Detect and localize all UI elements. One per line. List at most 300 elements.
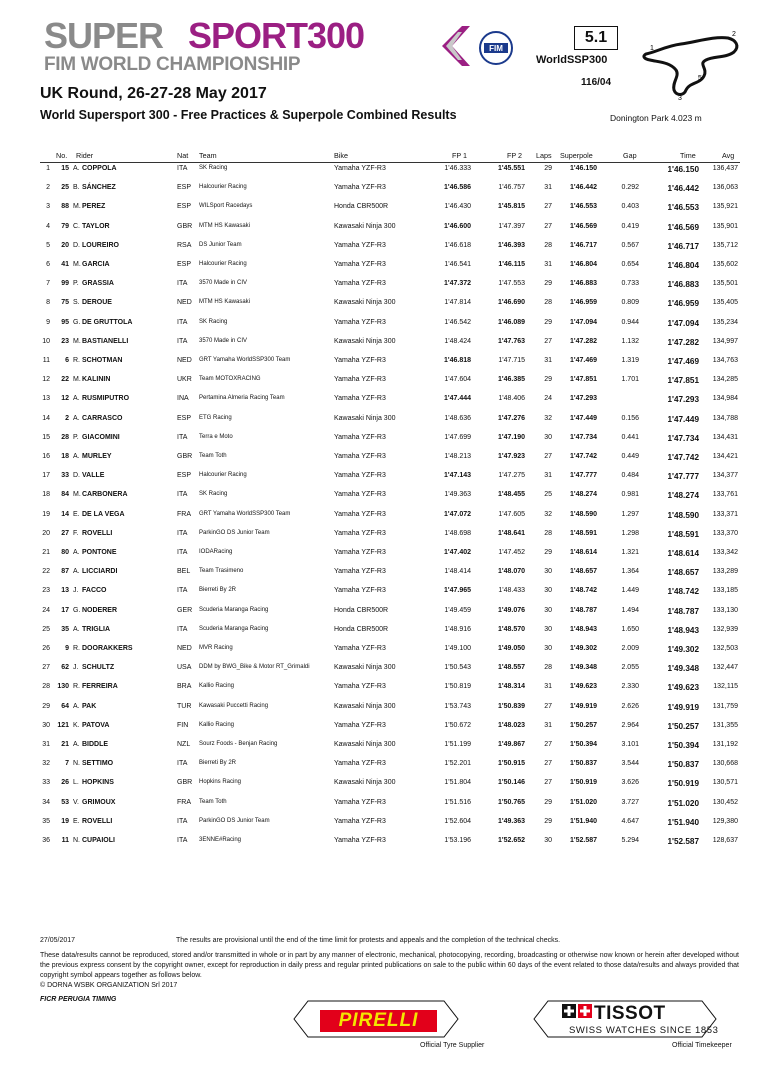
cell-number: 11 xyxy=(61,837,69,844)
cell-time: 1'49.919 xyxy=(667,702,699,712)
cell-position: 32 xyxy=(42,760,50,768)
cell-initial: M. xyxy=(73,491,81,499)
cell-initial: C. xyxy=(73,222,80,230)
pirelli-logo: PIRELLI xyxy=(338,1010,419,1031)
table-row xyxy=(0,741,764,754)
cell-laps: 29 xyxy=(544,798,552,806)
cell-number: 88 xyxy=(61,203,69,211)
col-header-gap: Gap xyxy=(623,151,637,160)
cell-fp1: 1'53.743 xyxy=(444,702,471,710)
table-row xyxy=(0,607,764,620)
cell-superpole: 1'47.282 xyxy=(570,337,597,345)
cell-initial: E. xyxy=(73,510,80,518)
cell-team: Halcourier Racing xyxy=(199,472,247,479)
cell-fp2: 1'49.050 xyxy=(498,645,525,652)
cell-team: MTM HS Kawasaki xyxy=(199,222,251,229)
cell-superpole: 1'48.657 xyxy=(570,568,597,576)
cell-team: 3570 Made in CIV xyxy=(199,337,248,344)
cell-number: 13 xyxy=(61,587,69,595)
table-row xyxy=(0,587,764,600)
table-row xyxy=(0,376,764,389)
provisional-notice: The results are provisional until the end of the time limit for protests and appeals and the completion of the technical checks. xyxy=(176,937,561,944)
cell-number: 121 xyxy=(57,721,69,729)
logo-subtitle: FIM WORLD CHAMPIONSHIP xyxy=(44,54,301,75)
cell-initial: S. xyxy=(73,299,80,307)
cell-team: Kawasaki Puccetti Racing xyxy=(199,702,269,709)
cell-team: 3ENNE#Racing xyxy=(199,837,242,843)
tissot-caption: Official Timekeeper xyxy=(672,1042,732,1049)
cell-fp2: 1'47.452 xyxy=(498,549,525,556)
cell-team: IODARacing xyxy=(199,549,233,555)
cell-rider-name: PONTONE xyxy=(82,549,117,556)
cell-bike: Yamaha YZF-R3 xyxy=(334,376,386,384)
cell-fp1: 1'46.333 xyxy=(444,165,471,172)
cell-position: 1 xyxy=(46,165,50,172)
cell-team: WILSport Racedays xyxy=(199,203,253,210)
cell-team: ParkinGO DS Junior Team xyxy=(199,817,270,824)
cell-number: 6 xyxy=(65,357,69,364)
cell-fp2: 1'46.385 xyxy=(498,376,525,384)
cell-position: 11 xyxy=(42,357,50,364)
cell-superpole: 1'46.442 xyxy=(570,184,597,192)
cell-nationality: FRA xyxy=(177,510,191,518)
cell-rider-name: BIDDLE xyxy=(82,741,109,748)
cell-laps: 28 xyxy=(544,664,552,672)
cell-team: GRT Yamaha WorldSSP300 Team xyxy=(199,357,291,363)
track-map-icon xyxy=(636,24,746,102)
cell-fp2: 1'46.757 xyxy=(498,184,525,192)
cell-initial: A. xyxy=(73,568,80,576)
round-title: UK Round, 26-27-28 May 2017 xyxy=(40,85,267,102)
cell-initial: P. xyxy=(73,433,79,441)
cell-laps: 29 xyxy=(544,376,552,384)
cell-superpole: 1'46.959 xyxy=(570,299,597,307)
track-corner-label: 3 xyxy=(678,95,682,102)
cell-fp1: 1'50.819 xyxy=(444,683,471,691)
cell-initial: M. xyxy=(73,376,81,384)
cell-position: 27 xyxy=(42,664,50,672)
cell-fp1: 1'52.201 xyxy=(444,760,471,768)
cell-fp2: 1'47.763 xyxy=(498,337,525,345)
cell-rider-name: GIACOMINI xyxy=(82,433,120,441)
cell-team: SK Racing xyxy=(199,318,228,325)
cell-bike: Yamaha YZF-R3 xyxy=(334,472,386,480)
cell-initial: J. xyxy=(73,587,79,595)
cell-gap: 2.626 xyxy=(621,702,639,710)
cell-laps: 27 xyxy=(544,337,552,345)
cell-laps: 29 xyxy=(544,817,552,825)
cell-nationality: USA xyxy=(177,664,192,672)
cell-initial: A. xyxy=(73,395,80,403)
cell-position: 4 xyxy=(46,222,50,230)
cell-number: 7 xyxy=(65,760,69,768)
table-row xyxy=(0,223,764,236)
cell-laps: 31 xyxy=(544,721,552,729)
cell-fp1: 1'48.636 xyxy=(444,414,471,422)
table-row xyxy=(0,491,764,504)
cell-bike: Yamaha YZF-R3 xyxy=(334,510,386,518)
table-row xyxy=(0,837,764,850)
table-row xyxy=(0,472,764,485)
cell-position: 2 xyxy=(46,184,50,192)
cell-number: 64 xyxy=(61,702,69,710)
cell-fp2: 1'46.690 xyxy=(498,299,525,307)
cell-avg: 131,355 xyxy=(712,721,738,729)
cell-rider-name: CARBONERA xyxy=(82,491,128,499)
cell-time: 1'51.940 xyxy=(667,817,699,827)
cell-nationality: ITA xyxy=(177,760,188,768)
cell-superpole: 1'46.717 xyxy=(570,241,597,249)
cell-fp1: 1'47.372 xyxy=(444,280,471,288)
cell-fp1: 1'49.100 xyxy=(444,645,471,652)
cell-gap: 3.101 xyxy=(621,741,639,748)
cell-position: 23 xyxy=(42,587,50,595)
cell-avg: 131,759 xyxy=(712,702,738,710)
table-row xyxy=(0,395,764,408)
cell-position: 22 xyxy=(42,568,50,576)
circuit-info: Donington Park 4.023 m xyxy=(610,113,702,123)
cell-fp2: 1'46.089 xyxy=(498,318,525,326)
cell-bike: Yamaha YZF-R3 xyxy=(334,395,386,403)
cell-initial: A. xyxy=(73,165,80,172)
cell-number: 84 xyxy=(61,491,69,499)
cell-rider-name: NODERER xyxy=(82,606,118,614)
cell-nationality: ESP xyxy=(177,261,192,268)
cell-fp2: 1'50.839 xyxy=(498,702,525,710)
cell-laps: 24 xyxy=(544,395,552,403)
cell-bike: Kawasaki Ninja 300 xyxy=(334,299,396,307)
cell-bike: Yamaha YZF-R3 xyxy=(334,318,386,326)
cell-laps: 30 xyxy=(544,625,552,633)
cell-gap: 2.964 xyxy=(621,721,639,729)
cell-time: 1'49.348 xyxy=(667,664,699,674)
cell-gap: 3.544 xyxy=(621,760,639,768)
cell-bike: Kawasaki Ninja 300 xyxy=(334,741,396,748)
cell-number: 23 xyxy=(61,337,69,345)
cell-position: 33 xyxy=(42,779,50,787)
cell-superpole: 1'47.469 xyxy=(570,357,597,364)
cell-fp1: 1'46.542 xyxy=(444,318,471,326)
cell-gap: 1.449 xyxy=(621,587,639,595)
cell-position: 14 xyxy=(42,414,50,422)
cell-rider-name: ROVELLI xyxy=(82,529,113,537)
col-header-superpole: Superpole xyxy=(560,151,593,160)
table-row xyxy=(0,799,764,812)
cell-rider-name: SETTIMO xyxy=(82,760,114,768)
cell-initial: G. xyxy=(73,318,81,326)
cell-gap: 0.441 xyxy=(621,433,639,441)
cell-fp1: 1'50.672 xyxy=(444,721,471,729)
cell-number: 28 xyxy=(61,433,69,441)
cell-number: 19 xyxy=(61,817,69,825)
cell-gap: 2.055 xyxy=(621,664,639,672)
cell-fp2: 1'48.023 xyxy=(498,721,525,729)
cell-avg: 134,763 xyxy=(712,357,738,364)
cell-time: 1'47.851 xyxy=(667,376,699,386)
cell-nationality: TUR xyxy=(177,702,192,710)
cell-position: 29 xyxy=(42,702,50,710)
cell-position: 24 xyxy=(42,606,50,614)
cell-fp1: 1'48.916 xyxy=(444,625,471,633)
cell-laps: 32 xyxy=(544,414,552,422)
cell-team: DDM by BWG_Bike & Motor RT_Grimaldi xyxy=(199,664,310,671)
cell-initial: G. xyxy=(73,606,81,614)
cell-laps: 29 xyxy=(544,549,552,556)
cell-fp2: 1'50.765 xyxy=(498,798,525,806)
cell-superpole: 1'48.590 xyxy=(570,510,597,518)
cell-avg: 134,431 xyxy=(712,433,738,441)
cell-time: 1'49.302 xyxy=(667,645,699,654)
cell-number: 33 xyxy=(61,472,69,480)
logo-super-text: SUPER xyxy=(44,15,164,56)
cell-avg: 133,370 xyxy=(712,529,738,537)
cell-fp2: 1'48.406 xyxy=(498,395,525,403)
cell-time: 1'49.623 xyxy=(667,683,699,693)
cell-time: 1'46.569 xyxy=(667,222,699,232)
cell-number: 75 xyxy=(61,299,69,307)
cell-superpole: 1'50.394 xyxy=(570,741,597,748)
cell-avg: 136,437 xyxy=(712,165,738,172)
cell-team: Bierreti By 2R xyxy=(199,587,237,594)
cell-bike: Honda CBR500R xyxy=(334,203,389,211)
cell-bike: Honda CBR500R xyxy=(334,606,389,614)
cell-team: Halcourier Racing xyxy=(199,261,247,267)
cell-rider-name: BASTIANELLI xyxy=(82,337,129,345)
cell-rider-name: DE LA VEGA xyxy=(82,510,125,518)
cell-avg: 128,637 xyxy=(712,837,738,844)
track-corner-label: 5 xyxy=(698,75,702,82)
cell-bike: Yamaha YZF-R3 xyxy=(334,433,386,441)
cell-bike: Kawasaki Ninja 300 xyxy=(334,222,396,230)
cell-position: 13 xyxy=(42,395,50,403)
cell-number: 17 xyxy=(61,606,69,614)
cell-nationality: RSA xyxy=(177,241,192,249)
cell-avg: 134,421 xyxy=(712,453,738,460)
cell-fp2: 1'49.363 xyxy=(498,817,525,825)
cell-avg: 133,130 xyxy=(712,606,738,614)
cell-superpole: 1'47.851 xyxy=(570,376,597,384)
cell-bike: Yamaha YZF-R3 xyxy=(334,280,386,288)
table-row xyxy=(0,568,764,581)
cell-number: 35 xyxy=(61,625,69,633)
cell-gap: 0.809 xyxy=(621,299,639,307)
cell-fp1: 1'49.363 xyxy=(444,491,471,499)
cell-laps: 28 xyxy=(544,241,552,249)
cell-initial: L. xyxy=(73,779,79,787)
cell-position: 16 xyxy=(42,453,50,460)
cell-fp1: 1'51.516 xyxy=(444,798,471,806)
legal-notice: These data/results cannot be reproduced, stored and/or transmitted in whole or in part by any manner of electronic, mechanical, photocopying, recording, broadcasting or otherwise now known or herein after developed without the previous express consent by the copyright owner, except for reproduction in daily press and regular printed publications on sale to the public within 60 days of the event related to those data/results and always provided that copyright symbol appears together as follows below. xyxy=(40,952,739,979)
cell-avg: 131,192 xyxy=(712,741,738,748)
cell-fp1: 1'51.199 xyxy=(444,741,471,748)
cell-position: 17 xyxy=(42,472,50,480)
cell-laps: 30 xyxy=(544,587,552,595)
cell-gap: 2.330 xyxy=(621,683,639,691)
cell-rider-name: PEREZ xyxy=(82,203,106,211)
table-row xyxy=(0,722,764,735)
cell-team: Kallio Racing xyxy=(199,683,235,690)
cell-time: 1'48.274 xyxy=(667,491,699,501)
cell-laps: 25 xyxy=(544,491,552,499)
cell-nationality: FIN xyxy=(177,721,189,729)
cell-fp1: 1'52.604 xyxy=(444,817,471,825)
cell-laps: 27 xyxy=(544,222,552,230)
cell-rider-name: MURLEY xyxy=(82,453,112,460)
cell-fp2: 1'47.605 xyxy=(498,510,525,518)
cell-laps: 30 xyxy=(544,568,552,576)
cell-fp2: 1'47.190 xyxy=(498,433,525,441)
cell-avg: 135,501 xyxy=(712,280,738,288)
cell-nationality: ITA xyxy=(177,337,188,345)
cell-time: 1'47.282 xyxy=(667,337,699,347)
cell-bike: Yamaha YZF-R3 xyxy=(334,261,386,268)
cell-superpole: 1'46.804 xyxy=(570,261,597,268)
cell-avg: 132,939 xyxy=(712,625,738,633)
cell-fp1: 1'47.143 xyxy=(444,472,471,480)
session-title: World Supersport 300 - Free Practices & Superpole Combined Results xyxy=(40,108,457,122)
col-header-time: Time xyxy=(680,151,696,160)
cell-nationality: NED xyxy=(177,299,192,307)
col-header-no: No. xyxy=(56,151,68,160)
cell-superpole: 1'48.274 xyxy=(570,491,597,499)
cell-superpole: 1'46.883 xyxy=(570,280,597,288)
cell-nationality: INA xyxy=(177,395,189,403)
cell-gap: 1.494 xyxy=(621,606,639,614)
cell-bike: Kawasaki Ninja 300 xyxy=(334,779,396,787)
cell-bike: Yamaha YZF-R3 xyxy=(334,645,386,652)
cell-superpole: 1'47.777 xyxy=(570,472,597,480)
cell-laps: 30 xyxy=(544,645,552,652)
cell-gap: 0.484 xyxy=(621,472,639,480)
cell-rider-name: PATOVA xyxy=(82,721,110,729)
cell-team: Team MOTOXRACING xyxy=(199,376,261,383)
cell-bike: Yamaha YZF-R3 xyxy=(334,760,386,768)
cell-team: Kallio Racing xyxy=(199,721,235,728)
timing-logo: FICR PERUGIA TIMING xyxy=(40,996,117,1003)
cell-rider-name: GARCIA xyxy=(82,261,110,268)
cell-gap: 0.733 xyxy=(621,280,639,288)
cell-avg: 132,447 xyxy=(712,664,738,672)
tissot-tagline: SWISS WATCHES SINCE 1853 xyxy=(569,1025,719,1036)
table-row xyxy=(0,299,764,312)
cell-time: 1'48.590 xyxy=(667,510,699,520)
cell-fp1: 1'47.072 xyxy=(444,510,471,518)
cell-time: 1'46.442 xyxy=(667,184,699,194)
cell-nationality: ESP xyxy=(177,184,192,192)
cell-superpole: 1'46.150 xyxy=(570,165,597,172)
cell-rider-name: DE GRUTTOLA xyxy=(82,318,133,326)
cell-number: 53 xyxy=(61,798,69,806)
cell-gap: 0.944 xyxy=(621,318,639,326)
cell-avg: 133,371 xyxy=(712,510,738,518)
cell-avg: 133,289 xyxy=(712,568,738,576)
cell-time: 1'46.150 xyxy=(667,165,699,174)
cell-gap: 1.364 xyxy=(621,568,639,576)
table-row xyxy=(0,242,764,255)
cell-fp1: 1'49.459 xyxy=(444,606,471,614)
cell-fp2: 1'48.570 xyxy=(498,625,525,633)
cell-fp2: 1'48.455 xyxy=(498,491,525,499)
cell-team: Team Toth xyxy=(199,798,227,805)
col-header-laps: Laps xyxy=(536,151,552,160)
cell-initial: D. xyxy=(73,241,80,249)
cell-time: 1'48.787 xyxy=(667,606,699,616)
cell-laps: 31 xyxy=(544,472,552,480)
cell-gap: 1.132 xyxy=(621,337,639,345)
cell-position: 12 xyxy=(42,376,50,384)
cell-team: Scuderia Maranga Racing xyxy=(199,606,269,613)
cell-time: 1'47.449 xyxy=(667,414,699,424)
table-row xyxy=(0,357,764,370)
cell-laps: 31 xyxy=(544,683,552,691)
cell-initial: A. xyxy=(73,741,80,748)
cell-bike: Yamaha YZF-R3 xyxy=(334,549,386,556)
cell-rider-name: CARRASCO xyxy=(82,414,123,422)
cell-nationality: GBR xyxy=(177,222,193,230)
cell-superpole: 1'48.943 xyxy=(570,625,597,633)
cell-time: 1'47.469 xyxy=(667,357,699,366)
cell-avg: 132,503 xyxy=(712,645,738,652)
col-header-rider: Rider xyxy=(76,151,94,160)
cell-team: Team Toth xyxy=(199,453,227,459)
cell-fp2: 1'48.070 xyxy=(498,568,525,576)
cell-time: 1'52.587 xyxy=(667,837,699,846)
cell-time: 1'47.734 xyxy=(667,433,699,443)
cell-team: Hopkins Racing xyxy=(199,779,242,786)
cell-bike: Yamaha YZF-R3 xyxy=(334,798,386,806)
table-row xyxy=(0,549,764,562)
logo-sport-text: SPORT300 xyxy=(188,15,365,56)
cell-laps: 32 xyxy=(544,510,552,518)
cell-fp2: 1'48.557 xyxy=(498,664,525,672)
cell-superpole: 1'46.569 xyxy=(570,222,597,230)
cell-number: 20 xyxy=(61,241,69,249)
cell-nationality: ITA xyxy=(177,433,188,441)
cell-initial: B. xyxy=(73,184,80,192)
table-row xyxy=(0,338,764,351)
cell-team: Bierreti By 2R xyxy=(199,760,237,767)
cell-fp1: 1'46.618 xyxy=(444,241,471,249)
cell-bike: Yamaha YZF-R3 xyxy=(334,568,386,576)
cell-number: 21 xyxy=(61,741,69,748)
cell-number: 62 xyxy=(61,664,69,672)
cell-bike: Kawasaki Ninja 300 xyxy=(334,702,396,710)
cell-fp2: 1'47.397 xyxy=(498,222,525,230)
cell-fp2: 1'49.867 xyxy=(498,741,525,748)
cell-laps: 31 xyxy=(544,184,552,192)
cell-rider-name: LICCIARDI xyxy=(82,568,118,576)
svg-text:FIM: FIM xyxy=(489,44,503,53)
cell-rider-name: SÁNCHEZ xyxy=(82,184,116,192)
cell-fp1: 1'48.414 xyxy=(444,568,471,576)
cell-team: MVR Racing xyxy=(199,645,233,651)
cell-superpole: 1'47.742 xyxy=(570,453,597,460)
table-row xyxy=(0,664,764,677)
table-row xyxy=(0,165,764,178)
cell-rider-name: RUSMIPUTRO xyxy=(82,395,130,403)
table-row xyxy=(0,760,764,773)
chevron-logo-icon xyxy=(432,22,472,70)
cell-initial: M. xyxy=(73,203,81,211)
cell-time: 1'47.094 xyxy=(667,318,699,328)
table-row xyxy=(0,645,764,658)
cell-time: 1'46.553 xyxy=(667,203,699,213)
cell-bike: Yamaha YZF-R3 xyxy=(334,817,386,825)
cell-initial: N. xyxy=(73,837,80,844)
cell-nationality: ITA xyxy=(177,529,188,537)
cell-fp2: 1'47.275 xyxy=(498,472,525,480)
cell-gap: 0.156 xyxy=(621,414,639,422)
